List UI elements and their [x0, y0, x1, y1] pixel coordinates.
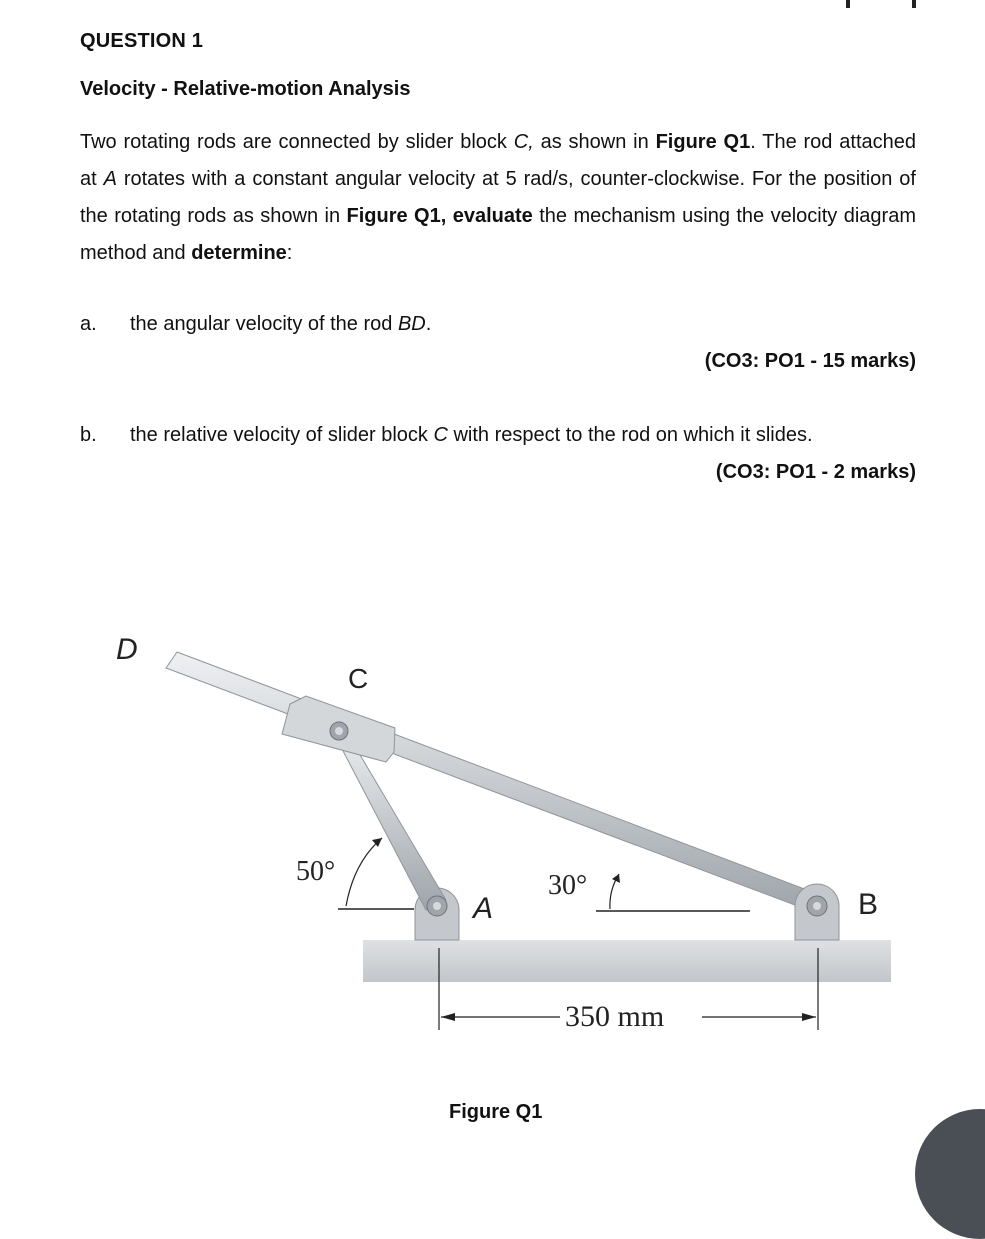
topic-heading: Velocity - Relative-motion Analysis [80, 78, 411, 100]
question-heading: QUESTION 1 [80, 30, 204, 52]
item-b-marks: (CO3: PO1 - 2 marks) [715, 461, 916, 483]
label-dimension: 350 mm [565, 1000, 665, 1033]
label-c: C [348, 663, 369, 694]
label-angle-50: 50° [296, 856, 336, 887]
corner-shape [915, 1109, 985, 1239]
rod-bd [166, 652, 823, 913]
label-angle-30: 30° [548, 870, 588, 901]
ground-base [363, 940, 891, 982]
dimension-arrow-right [802, 1013, 816, 1021]
item-a-text: the angular velocity of the rod BD. [130, 313, 432, 335]
mechanism-figure [110, 600, 910, 1060]
item-b-text: the relative velocity of slider block C with respect to the rod on which it slides. [130, 424, 813, 446]
item-b-label: b. [80, 424, 97, 446]
item-a-marks: (CO3: PO1 - 15 marks) [704, 350, 916, 372]
label-a: A [473, 892, 494, 925]
figure-caption: Figure Q1 [449, 1101, 543, 1123]
label-b: B [858, 888, 879, 921]
label-d: D [116, 633, 138, 666]
dimension-arrow-left [441, 1013, 455, 1021]
question-paragraph: Two rotating rods are connected by slider block C, as shown in Figure Q1. The rod attached at A rotates with a constant angular velocity at 5 rad/s, counter-clockwise. For the position of the rotating rods as shown in Figure Q1, evaluate the mechanism using the velocity diagram method and determine: [80, 131, 916, 264]
angle-arc-50 [346, 838, 382, 906]
top-edge-mark-right [912, 0, 916, 8]
item-a-label: a. [80, 313, 97, 335]
top-edge-mark-left [846, 0, 850, 8]
